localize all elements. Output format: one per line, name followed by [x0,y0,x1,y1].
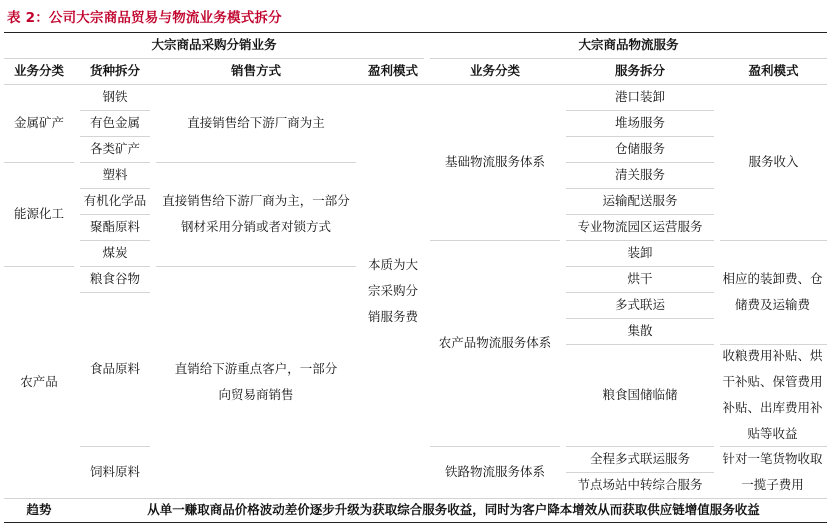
logistics-category-cell: 基础物流服务体系 [444,154,545,169]
logistics-profit-cell: 收粮费用补贴、烘干补贴、保管费用补贴、出库费用补贴等收益 [722,348,823,441]
goods-cell: 聚酯原料 [89,219,140,234]
logistics-profit-cell: 针对一笔货物收取一揽子费用 [722,451,823,492]
service-cell: 港口装卸 [614,89,665,104]
trend-label: 趋势 [26,502,52,517]
left-group-header: 大宗商品采购分销业务 [151,37,277,52]
service-cell: 粮食国储临储 [602,387,678,402]
goods-cell: 煤炭 [102,245,128,260]
logistics-profit-cell: 相应的装卸费、仓储费及运输费 [722,271,823,312]
service-cell: 全程多式联运服务 [589,451,690,466]
service-cell: 专业物流园区运营服务 [577,219,703,234]
goods-cell: 粮食谷物 [89,271,140,286]
goods-cell: 各类矿产 [89,141,140,156]
table-caption: 表 2：公司大宗商品贸易与物流业务模式拆分 [7,10,282,26]
service-cell: 节点场站中转综合服务 [577,477,703,492]
header-goods: 货种拆分 [89,63,140,78]
sales-cell: 直接销售给下游厂商为主，一部分钢材采用分销或者对锁方式 [162,193,350,234]
goods-cell: 饲料原料 [89,464,140,479]
header-logistics-category: 业务分类 [469,63,520,78]
service-cell: 烘干 [627,271,653,286]
category-cell: 金属矿产 [13,115,64,130]
logistics-category-cell: 铁路物流服务体系 [444,464,545,479]
goods-cell: 有机化学品 [83,193,147,208]
header-service: 服务拆分 [614,63,665,78]
service-cell: 仓储服务 [614,141,665,156]
service-cell: 装卸 [627,245,653,260]
logistics-profit-cell: 服务收入 [748,154,799,169]
sales-cell: 直接销售给下游厂商为主 [187,115,325,130]
goods-cell: 钢铁 [102,89,128,104]
right-group-header: 大宗商品物流服务 [578,37,679,52]
header-profit: 盈利模式 [367,63,418,78]
goods-cell: 食品原料 [89,361,140,376]
sales-cell: 直销给下游重点客户，一部分向贸易商销售 [174,361,338,402]
service-cell: 清关服务 [614,167,665,182]
service-cell: 运输配送服务 [602,193,678,208]
service-cell: 堆场服务 [614,115,665,130]
header-sales: 销售方式 [230,63,281,78]
service-cell: 集散 [627,323,653,338]
profit-cell: 本质为大宗采购分销服务费 [367,257,418,324]
trend-text: 从单一赚取商品价格波动差价逐步升级为获取综合服务收益，同时为客户降本增效从而获取供应链增值服务收益 [147,502,760,517]
header-logistics-profit: 盈利模式 [748,63,799,78]
service-cell: 多式联运 [614,297,665,312]
goods-cell: 有色金属 [89,115,140,130]
header-category: 业务分类 [13,63,64,78]
category-cell: 能源化工 [13,206,64,221]
category-cell: 农产品 [20,374,58,389]
logistics-category-cell: 农产品物流服务体系 [438,335,552,350]
goods-cell: 塑料 [102,167,128,182]
